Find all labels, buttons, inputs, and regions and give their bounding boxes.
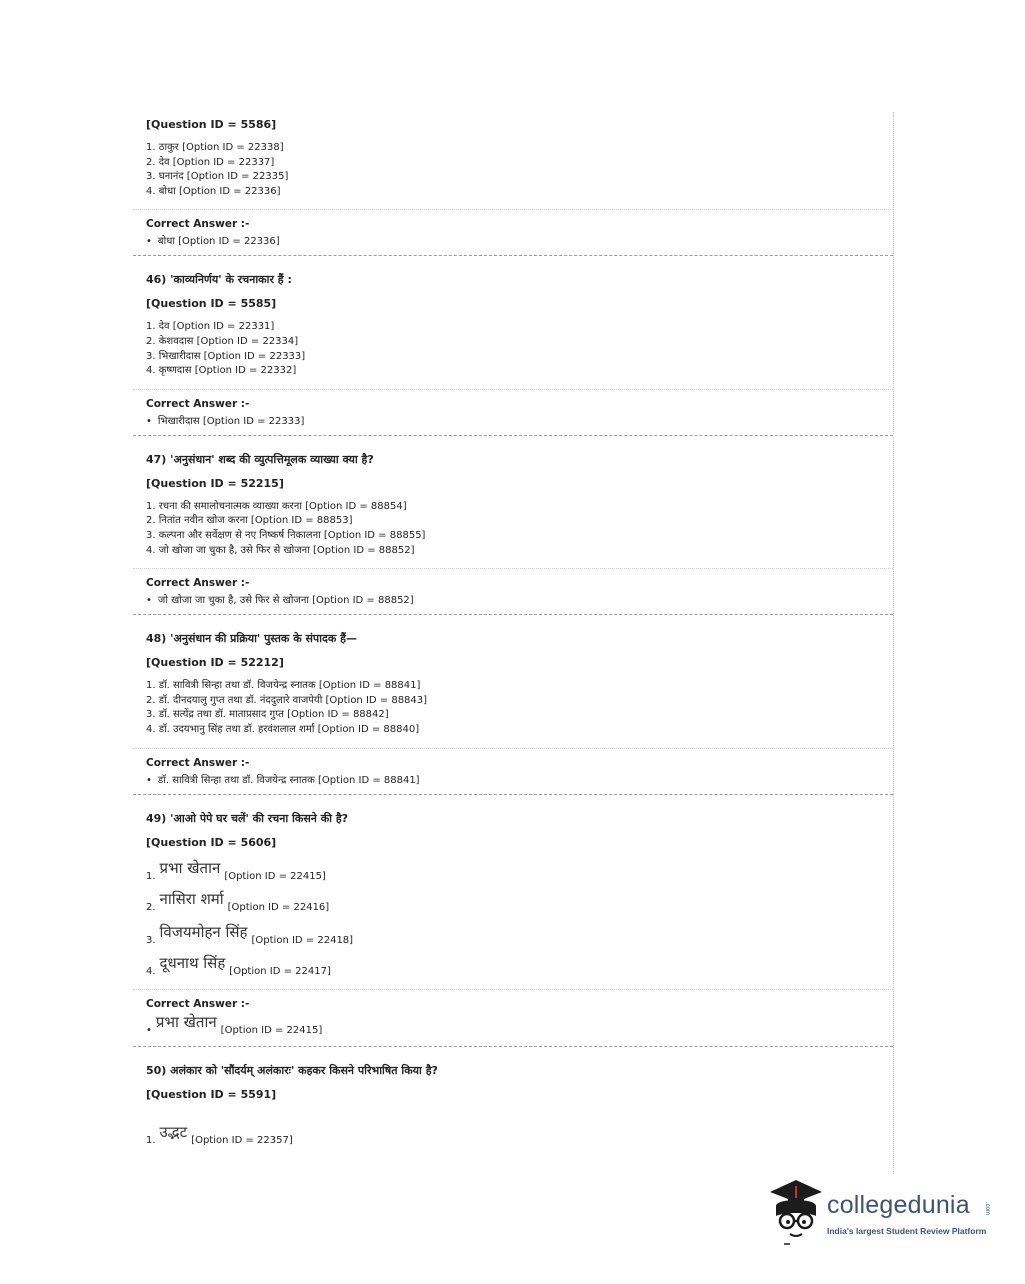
option-item: 1. रचना की समालोचनात्मक व्याख्या करना [Option ID = 88854]	[146, 500, 407, 512]
correct-answer-label: Correct Answer :-	[146, 397, 250, 410]
option-number: 1.	[146, 870, 156, 882]
divider	[133, 568, 893, 569]
option-item: 4. कृष्णदास [Option ID = 22332]	[146, 365, 297, 377]
option-list	[146, 320, 893, 378]
option-item: 3. भिखारीदास [Option ID = 22333]	[146, 350, 306, 362]
option-item: 2. डॉ. दीनदयालु गुप्त तथा डॉ. नंददुलारे वाजपेयी [Option ID = 88843]	[146, 694, 428, 706]
question-50	[133, 1047, 893, 1148]
question-id: [Question ID = 5606]	[146, 835, 277, 849]
option-text: दूधनाथ सिंह	[159, 953, 226, 972]
question-id: [Question ID = 5586]	[146, 118, 277, 131]
option-id: [Option ID = 22417]	[229, 965, 331, 977]
bullet-icon: •	[146, 236, 152, 248]
option-id: [Option ID = 22357]	[191, 1134, 293, 1146]
option-text: नासिरा शर्मा	[159, 889, 224, 908]
divider	[133, 748, 893, 749]
option-text: प्रभा खेतान	[159, 858, 221, 877]
option-item	[146, 859, 893, 884]
bullet-icon: •	[146, 415, 152, 427]
question-title: 48) 'अनुसंधान की प्रक्रिया' पुस्तक के संपादक हैं—	[146, 632, 357, 646]
option-item: 3. घनानंद [Option ID = 22335]	[146, 171, 289, 183]
question-title: 46) 'काव्यनिर्णय' के रचनाकार हैं :	[146, 273, 292, 287]
correct-answer-text: जो खोजा जा चुका है, उसे फिर से खोजना [Option ID = 88852]	[157, 595, 414, 607]
question-title: 47) 'अनुसंधान' शब्द की व्युत्पत्तिमूलक व्याख्या क्या है?	[146, 452, 374, 466]
option-item: 1. देव [Option ID = 22331]	[146, 321, 275, 333]
option-item: 1. ठाकुर [Option ID = 22338]	[146, 142, 284, 153]
collegedunia-logo	[766, 1176, 996, 1248]
question-47	[133, 436, 893, 615]
correct-answer-value	[146, 592, 893, 606]
bullet-icon: •	[146, 595, 152, 607]
question-id: [Question ID = 52212]	[146, 656, 284, 670]
divider	[133, 209, 893, 210]
mascot-icon	[766, 1176, 828, 1248]
option-id: [Option ID = 22415]	[224, 870, 326, 882]
option-item: 1. डॉ. सावित्री सिन्हा तथा डॉ. विजयेन्द्र स्नातक [Option ID = 88841]	[146, 680, 421, 692]
option-id: [Option ID = 22418]	[251, 934, 354, 946]
option-item: 2. देव [Option ID = 22337]	[146, 156, 275, 168]
brand-name: collegedunia	[827, 1191, 970, 1219]
question-45	[133, 118, 893, 256]
option-number: 4.	[146, 965, 156, 977]
option-list	[146, 500, 893, 558]
option-text: विजयमोहन सिंह	[159, 922, 248, 941]
option-item: 4. जो खोजा जा चुका है, उसे फिर से खोजना [Option ID = 88852]	[146, 544, 415, 556]
option-id: [Option ID = 22416]	[227, 901, 330, 913]
option-item: 2. नितांत नवीन खोज करना [Option ID = 88853]	[146, 515, 353, 527]
correct-answer-value	[146, 233, 893, 247]
correct-answer-label: Correct Answer :-	[146, 577, 250, 590]
option-item: 4. डॉ. उदयभानु सिंह तथा डॉ. हरवंशलाल शर्मा [Option ID = 88840]	[146, 723, 420, 735]
option-number: 1.	[146, 1134, 156, 1146]
correct-answer-value	[146, 1013, 893, 1038]
option-item: 2. केशवदास [Option ID = 22334]	[146, 335, 299, 347]
question-sheet	[133, 112, 894, 1174]
correct-answer-text: भिखारीदास [Option ID = 22333]	[157, 415, 305, 427]
correct-answer-label: Correct Answer :-	[146, 997, 250, 1010]
correct-answer-label: Correct Answer :-	[146, 218, 250, 231]
question-title: 49) 'आओ पेपे घर चलें' की रचना किसने की है?	[146, 811, 349, 825]
divider	[133, 989, 893, 990]
correct-answer-text: डॉ. सावित्री सिन्हा तथा डॉ. विजयेन्द्र स्नातक [Option ID = 88841]	[157, 774, 420, 786]
question-49	[133, 795, 893, 1047]
correct-answer-text: बोधा [Option ID = 22336]	[157, 236, 280, 248]
brand-tagline: India's largest Student Review Platform	[827, 1226, 987, 1236]
brand-dotcom: .com	[984, 1202, 990, 1216]
correct-answer-label: Correct Answer :-	[146, 756, 250, 769]
option-item	[146, 884, 893, 915]
question-title: 50) अलंकार को 'सौंदर्यम् अलंकारः' कहकर किसने परिभाषित किया है?	[146, 1063, 438, 1077]
correct-answer-value	[146, 772, 893, 786]
option-number: 2.	[146, 901, 156, 913]
option-id: [Option ID = 22415]	[220, 1024, 323, 1036]
option-list	[146, 859, 893, 979]
option-list	[146, 679, 893, 737]
bullet-icon: •	[146, 1024, 152, 1036]
option-item	[146, 948, 893, 979]
question-id: [Question ID = 5591]	[146, 1087, 277, 1101]
option-number: 3.	[146, 934, 156, 946]
question-id: [Question ID = 5585]	[146, 297, 277, 311]
question-48	[133, 615, 893, 794]
option-item: 3. डॉ. सत्येंद्र तथा डॉ. माताप्रसाद गुप्त [Option ID = 88842]	[146, 709, 389, 721]
question-id: [Question ID = 52215]	[146, 476, 284, 490]
option-list	[146, 1111, 893, 1148]
bullet-icon: •	[146, 774, 152, 786]
option-item: 3. कल्पना और सर्वेक्षण से नए निष्कर्ष निकालना [Option ID = 88855]	[146, 529, 426, 541]
option-item: 4. बोधा [Option ID = 22336]	[146, 185, 281, 197]
option-item	[146, 915, 893, 948]
correct-answer-text: प्रभा खेतान	[155, 1012, 217, 1031]
correct-answer-value	[146, 413, 893, 427]
question-46	[133, 256, 893, 435]
option-item	[146, 1111, 893, 1148]
option-list	[146, 141, 893, 199]
divider	[133, 389, 893, 390]
option-text: उद्भट	[159, 1122, 188, 1141]
